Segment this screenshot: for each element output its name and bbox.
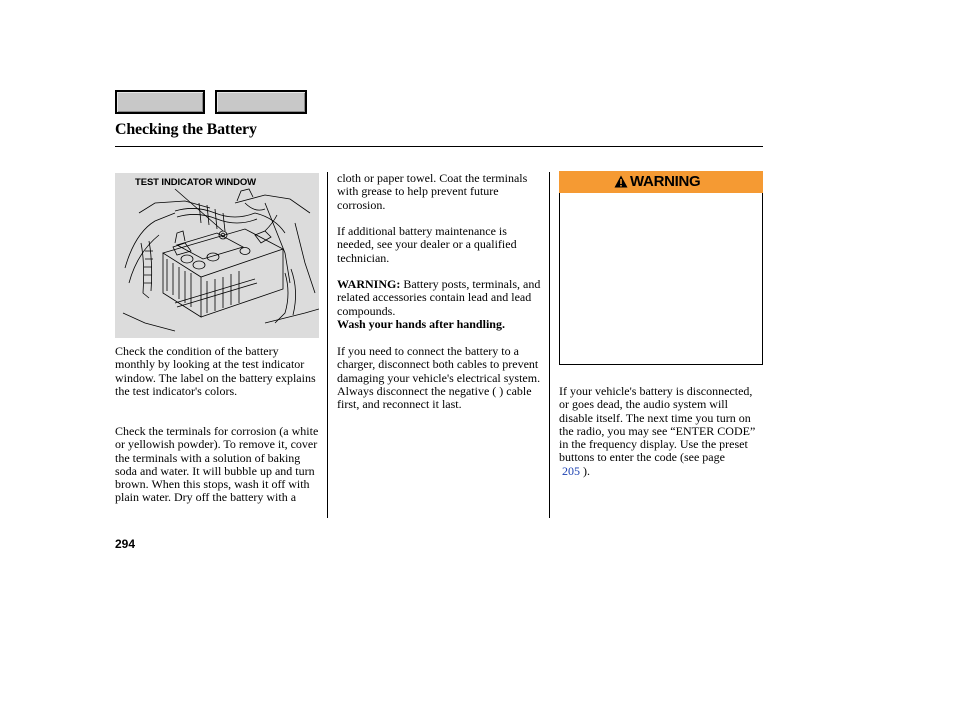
paragraph-charger: If you need to connect the battery to a charger, disconnect both cables to prevent damaging your vehicle's electrical system. Always disconnect the negative ( ) cable first, and reconnect it last. <box>337 344 541 412</box>
nav-button-previous[interactable] <box>115 90 205 114</box>
warning-wash-hands: Wash your hands after handling. <box>337 316 505 331</box>
warning-text: Battery posts, terminals, and related accessories contain lead and lead compounds. <box>337 277 541 318</box>
paragraph-maintenance: If additional battery maintenance is needed, see your dealer or a qualified technician. <box>337 224 517 265</box>
warning-header-text: WARNING <box>630 173 701 190</box>
page-number: 294 <box>115 537 136 551</box>
battery-illustration <box>115 173 319 338</box>
paragraph-check-terminals: Check the terminals for corrosion (a white or yellowish powder). To remove it, cover the terminals with a solution of baking soda and water. It will bubble up and turn brown. When this stops, wash it off with plain water. Dry off the battery with a <box>115 424 319 505</box>
column-divider-1 <box>327 172 328 518</box>
paragraph-check-condition: Check the condition of the battery monthly by looking at the test indicator window. The label on the battery explains the test indicator's colors. <box>115 344 316 398</box>
paragraph-coat-terminals: cloth or paper towel. Coat the terminals with grease to help prevent future corrosion. <box>337 171 528 212</box>
warning-label: WARNING: <box>337 277 401 291</box>
paragraph-audio-code <box>559 385 761 478</box>
nav-button-next[interactable] <box>215 90 307 114</box>
battery-drawing <box>115 173 319 338</box>
title-divider <box>115 146 763 147</box>
audio-code-end: ). <box>583 463 590 478</box>
page-title: Checking the Battery <box>115 121 257 138</box>
warning-box <box>559 193 763 365</box>
page-link-205[interactable]: 205 <box>562 463 580 478</box>
column-divider-2 <box>549 172 550 518</box>
audio-code-text: If your vehicle's battery is disconnected, or goes dead, the audio system will disable itself. The next time you turn on the radio, you may see “ENTER CODE” in the frequency display. Use the preset buttons to enter the code (see page <box>559 384 756 465</box>
paragraph-lead-warning <box>337 278 545 331</box>
warning-header <box>559 171 763 193</box>
figure-label: TEST INDICATOR WINDOW <box>135 177 257 188</box>
warning-triangle-icon <box>614 175 628 188</box>
